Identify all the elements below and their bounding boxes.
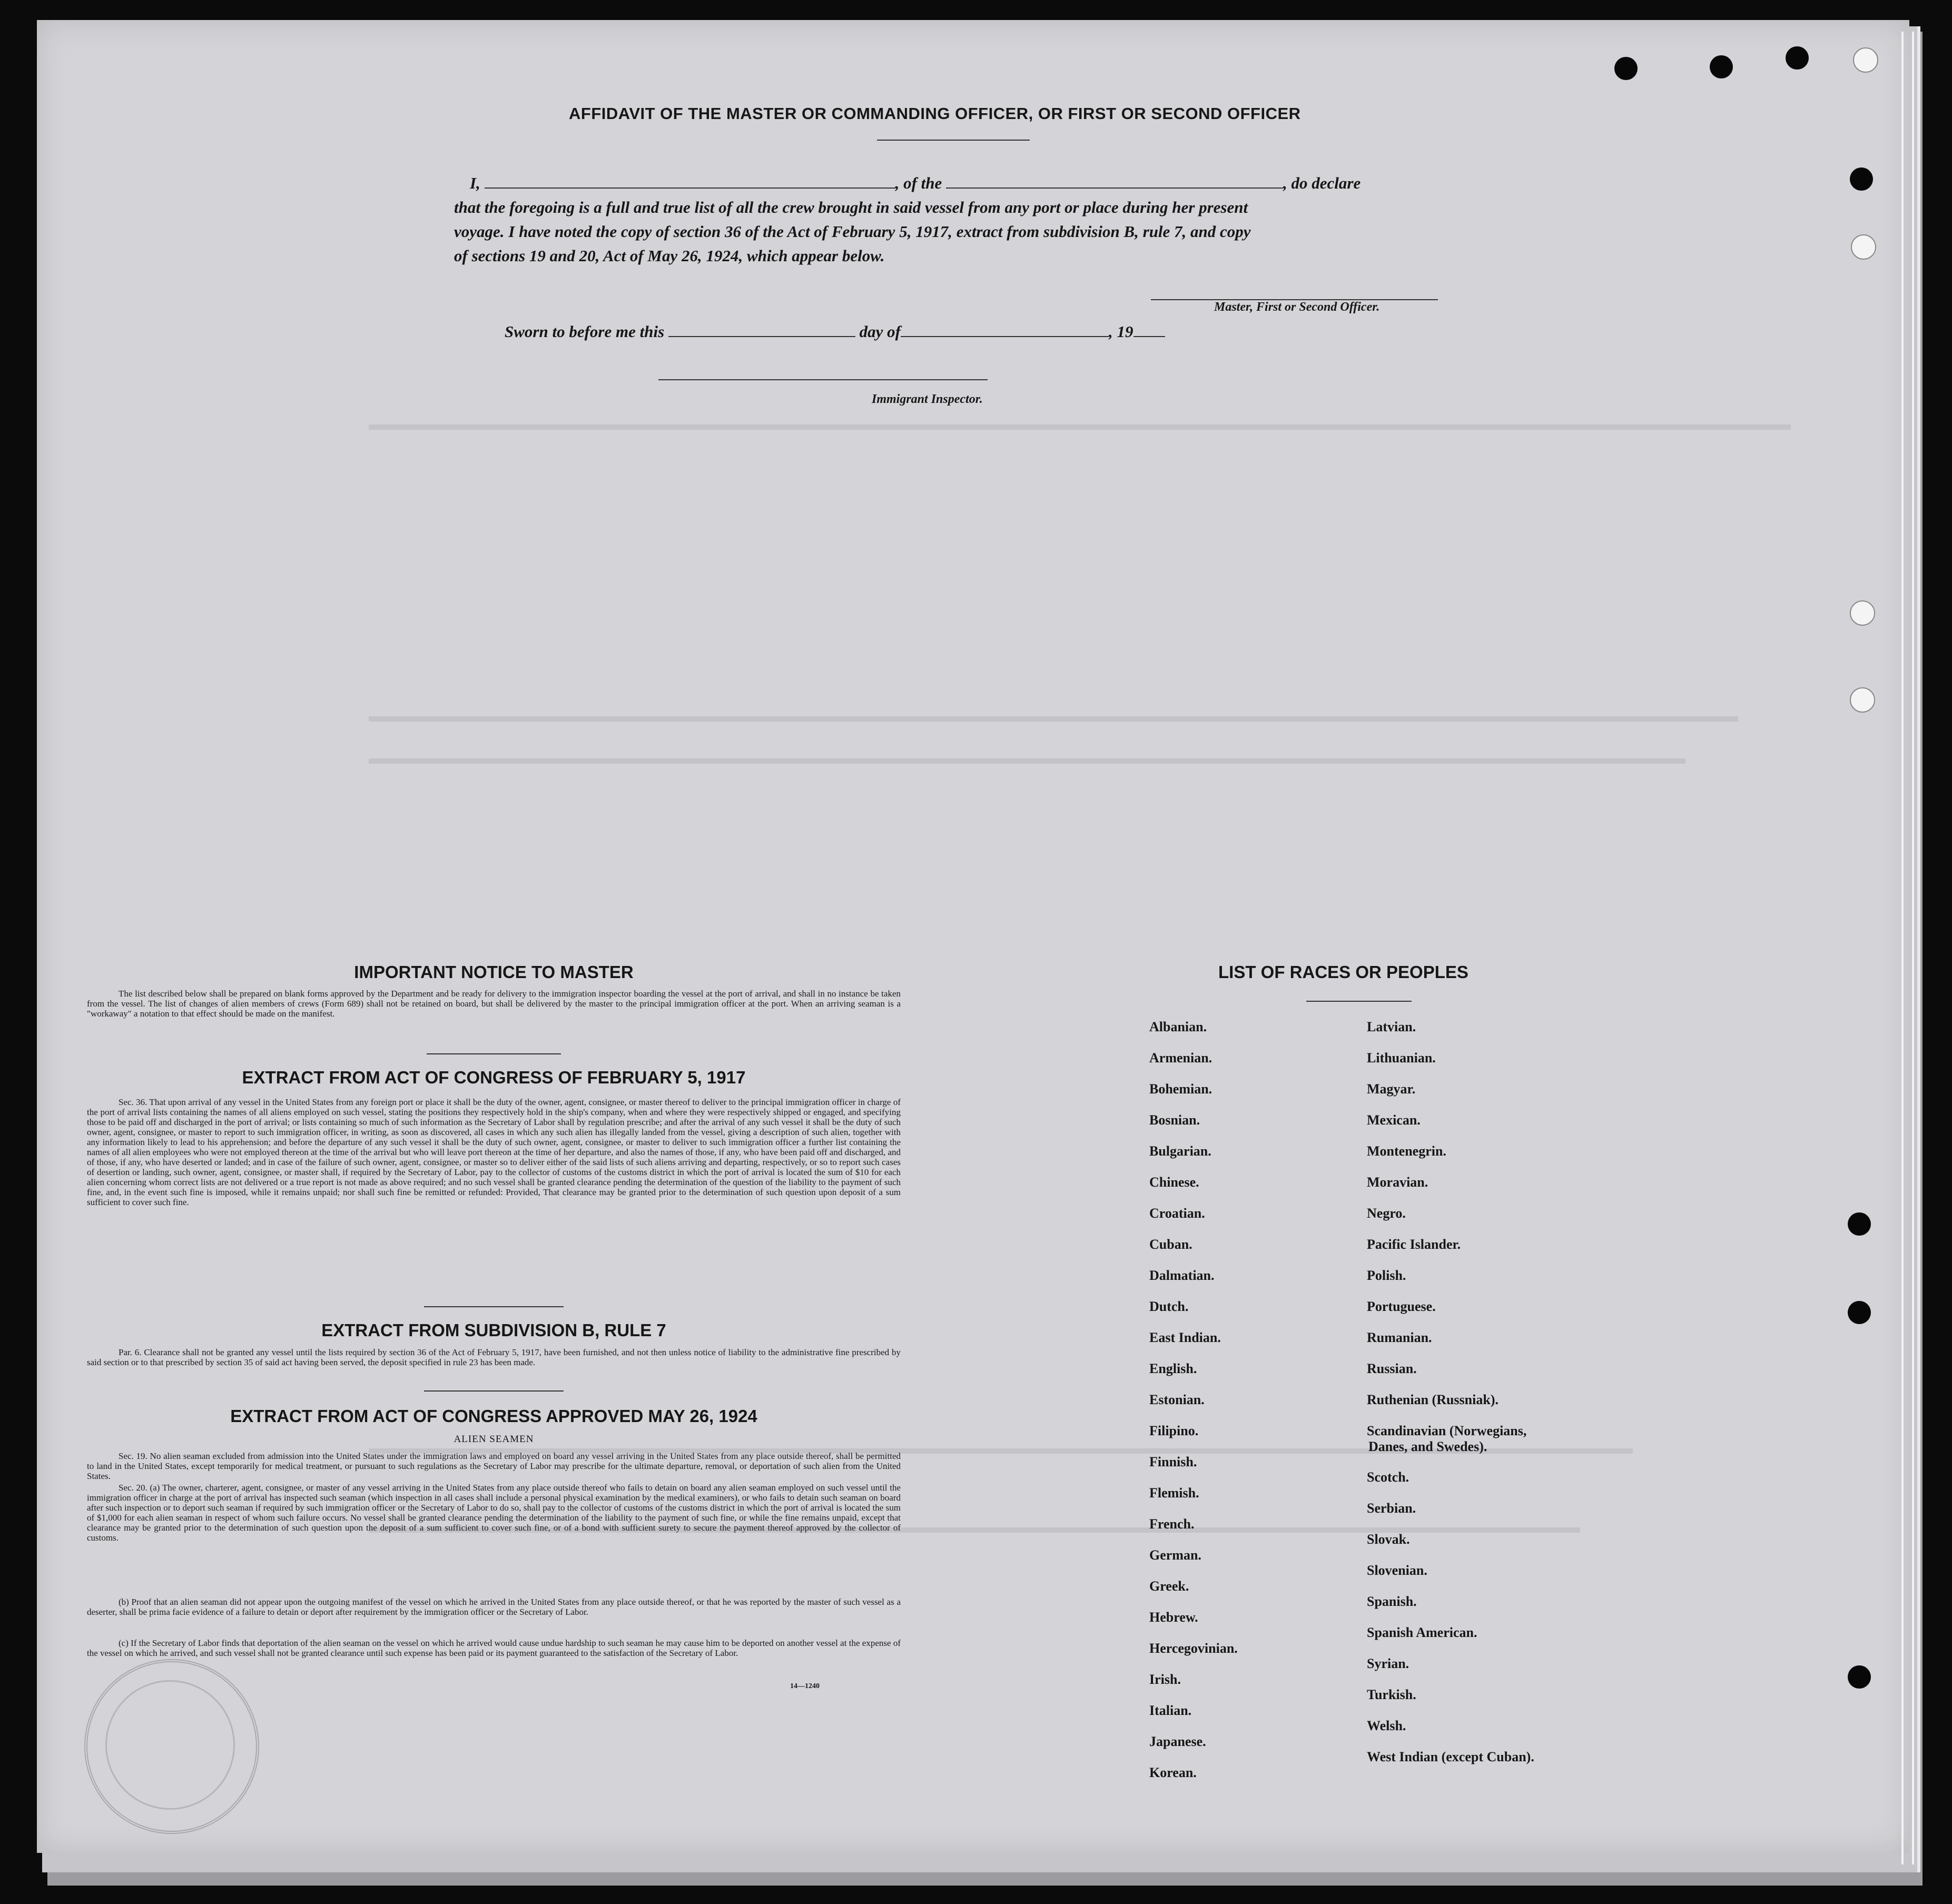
race-item: Moravian. bbox=[1367, 1175, 1428, 1190]
race-item: Korean. bbox=[1149, 1765, 1197, 1780]
race-item: Filipino. bbox=[1149, 1423, 1199, 1438]
race-item: West Indian (except Cuban). bbox=[1367, 1749, 1534, 1764]
race-item: East Indian. bbox=[1149, 1330, 1221, 1345]
race-item: Hercegovinian. bbox=[1149, 1641, 1238, 1656]
affidavit-line-1: I, , of the , do declare bbox=[470, 174, 1361, 192]
day-blank bbox=[668, 325, 855, 337]
race-item: Lithuanian. bbox=[1367, 1050, 1436, 1066]
notice-title: IMPORTANT NOTICE TO MASTER bbox=[354, 962, 634, 982]
race-item: Spanish American. bbox=[1367, 1625, 1477, 1640]
race-item: French. bbox=[1149, 1516, 1195, 1532]
race-item: Croatian. bbox=[1149, 1206, 1205, 1221]
punch-hole bbox=[1614, 57, 1638, 80]
document-page bbox=[37, 20, 1909, 1853]
punch-hole bbox=[1786, 46, 1809, 70]
extract-rule7-text: Par. 6. Clearance shall not be granted any vessel until the lists required by section 36 of the Act of February 5, 1917, have been furnished, and not then unless notice of liability to the administrative fine prescribed by said section or to that prescribed by section 35 of said act having been served, the deposit specified in rule 23 has been made. bbox=[87, 1347, 901, 1367]
race-item: Japanese. bbox=[1149, 1734, 1206, 1749]
race-item: Finnish. bbox=[1149, 1454, 1197, 1469]
bleed-through bbox=[369, 716, 1738, 722]
punch-hole bbox=[1853, 47, 1878, 73]
race-item: Montenegrin. bbox=[1367, 1143, 1446, 1159]
race-item: Magyar. bbox=[1367, 1081, 1416, 1097]
page-edge bbox=[1912, 32, 1914, 1864]
page-edge bbox=[1901, 32, 1904, 1864]
races-title: LIST OF RACES OR PEOPLES bbox=[1218, 962, 1468, 982]
race-item: Hebrew. bbox=[1149, 1610, 1198, 1625]
race-item: Irish. bbox=[1149, 1672, 1181, 1687]
race-item: Rumanian. bbox=[1367, 1330, 1432, 1345]
divider bbox=[424, 1390, 564, 1392]
punch-hole bbox=[1848, 1301, 1871, 1324]
race-item: Estonian. bbox=[1149, 1392, 1205, 1407]
race-item: Polish. bbox=[1367, 1268, 1406, 1283]
extract-1924-sec20a: Sec. 20. (a) The owner, charterer, agent, consignee, or master of any vessel arriving in the United States from any place outside thereof who fails to detain on board any alien seaman employed on such vessel until the immigration officer in charge at the port of arrival has inspected such seaman (which inspection in all cases shall include a personal physical examination by the medical examiners), or who fails to detain such seaman on board after such inspection or to deport such seaman if required by such immigration officer or the Secretary of Labor to do so, shall pay to the collector of customs of the customs district in which the port of arrival is located the sum of $1,000 for each alien seaman in respect of whom such failure occurs. No vessel shall be granted clearance pending the determination of the liability to the payment of such fine, or while the fine remains unpaid, except that clearance may be granted prior to the determination of such question upon the deposit of a sum sufficient to cover such fine, or of a bond with sufficient surety to secure the payment thereof approved by the collector of customs. bbox=[87, 1483, 901, 1543]
race-item: Chinese. bbox=[1149, 1175, 1199, 1190]
race-item: Bulgarian. bbox=[1149, 1143, 1211, 1159]
race-item: Welsh. bbox=[1367, 1718, 1406, 1733]
race-item: Serbian. bbox=[1367, 1501, 1416, 1516]
punch-hole bbox=[1850, 167, 1873, 191]
year-blank bbox=[1133, 325, 1165, 337]
notice-text: The list described below shall be prepared on blank forms approved by the Department and be ready for delivery to the immigration inspector boarding the vessel at the port of arrival, and shall in no instance be taken from the vessel. The list of changes of alien members of crews (Form 689) shall not be retained on board, but shall be delivered by the master to the principal immigration officer at the port. When an arriving seaman is a "workaway" a notation to that effect should be made on the manifest. bbox=[87, 989, 901, 1019]
sworn-line: Sworn to before me this day of , 19 bbox=[505, 322, 1165, 341]
bleed-through bbox=[369, 425, 1791, 430]
race-item: Italian. bbox=[1149, 1703, 1192, 1718]
extract-1917-text: Sec. 36. That upon arrival of any vessel in the United States from any foreign port or place it shall be the duty of the owner, agent, consignee, or master thereof to deliver to the principal immigration officer in charge of the port of arrival lists containing the names of all aliens employed on such vessel, stating the positions they respectively hold in the ship's company, when and where they were respectively shipped or engaged, and specifying those to be paid off and discharged in the port of arrival; or lists containing so much of such information as the Secretary of Labor shall by regulation prescribe; and after the arrival of any such vessel it shall be the duty of such owner, agent, consignee, or master to report to such immigration officer, in writing, as soon as discovered, all cases in which any such alien has illegally landed from the vessel, giving a description of such alien, together with any information likely to lead to his apprehension; and before the departure of any such vessel it shall be the duty of such owner, agent, consignee, or master to deliver to such immigration officer a further list containing the names of all alien employees who were not employed thereon at the time of the arrival but who will leave port thereon at the time of her departure, and also the names of those, if any, who have been paid off and discharged, and of those, if any, who have deserted or landed; and in case of the failure of such owner, agent, consignee, or master so to deliver either of the said lists of such aliens arriving and departing, respectively, or so to report such cases of desertion or landing, such owner, agent, consignee, or master shall, if required by the Secretary of Labor, pay to the collector of customs of the customs district in which the port of arrival is located the sum of $10 for each alien concerning whom correct lists are not delivered or a true report is not made as above required; and no such vessel shall be granted clearance pending the determination of the question of the liability to the payment of such fine, and, in the event such fine is imposed, while it remains unpaid; nor shall such fine be remitted or refunded: Provided, That clearance may be granted prior to the determination of such question upon deposit of a sum sufficient to cover such fine. bbox=[87, 1097, 901, 1207]
punch-hole bbox=[1850, 687, 1875, 713]
race-item: German. bbox=[1149, 1547, 1201, 1563]
divider bbox=[877, 140, 1030, 141]
inspector-signature-line bbox=[658, 379, 988, 380]
punch-hole bbox=[1848, 1665, 1871, 1689]
divider bbox=[427, 1053, 561, 1054]
vessel-blank bbox=[946, 177, 1283, 189]
race-item: Scandinavian (Norwegians, bbox=[1367, 1423, 1527, 1438]
punch-hole bbox=[1710, 55, 1733, 78]
bleed-through bbox=[369, 758, 1685, 764]
extract-1924-sec19: Sec. 19. No alien seaman excluded from admission into the United States under the immigration laws and employed on board any vessel arriving in the United States from any place outside thereof, shall be permitted to land in the United States, except temporarily for medical treatment, or pursuant to such regulations as the Secretary of Labor may prescribe for the ultimate departure, removal, or deportation of such alien from the United States. bbox=[87, 1451, 901, 1481]
punch-hole bbox=[1851, 234, 1876, 260]
faded-seal-stamp bbox=[105, 1680, 235, 1810]
race-item: Portuguese. bbox=[1367, 1299, 1436, 1314]
race-item: Turkish. bbox=[1367, 1687, 1416, 1702]
race-item: Scotch. bbox=[1367, 1469, 1409, 1485]
race-item: Dutch. bbox=[1149, 1299, 1189, 1314]
race-item: Spanish. bbox=[1367, 1594, 1417, 1609]
divider bbox=[1306, 1001, 1412, 1002]
race-item: Bohemian. bbox=[1149, 1081, 1212, 1097]
master-caption: Master, First or Second Officer. bbox=[1214, 300, 1380, 314]
race-item: Negro. bbox=[1367, 1206, 1406, 1221]
race-item: Pacific Islander. bbox=[1367, 1237, 1461, 1252]
race-item: Albanian. bbox=[1149, 1019, 1207, 1034]
affidavit-title: AFFIDAVIT OF THE MASTER OR COMMANDING OFFICER, OR FIRST OR SECOND OFFICER bbox=[569, 104, 1301, 123]
race-item: Slovak. bbox=[1367, 1532, 1410, 1547]
extract-1924-sec20b: (b) Proof that an alien seaman did not appear upon the outgoing manifest of the vessel on which he arrived in the United States from any place outside thereof, or that he was reported by the master of such vessel as a deserter, shall be prima facie evidence of a failure to detain or deport after requirement by the immigration officer or the Secretary of Labor. bbox=[87, 1597, 901, 1617]
race-item: English. bbox=[1149, 1361, 1197, 1376]
race-item: Mexican. bbox=[1367, 1112, 1421, 1128]
race-item: Danes, and Swedes). bbox=[1368, 1439, 1487, 1454]
race-item: Latvian. bbox=[1367, 1019, 1416, 1034]
name-blank bbox=[485, 177, 895, 189]
race-item: Russian. bbox=[1367, 1361, 1417, 1376]
race-item: Dalmatian. bbox=[1149, 1268, 1215, 1283]
extract-1917-title: EXTRACT FROM ACT OF CONGRESS OF FEBRUARY 5, 1917 bbox=[242, 1068, 746, 1087]
extract-1924-sec20c: (c) If the Secretary of Labor finds that deportation of the alien seaman on the vessel on which he arrived would cause undue hardship to such seaman he may cause him to be deported on another vessel at the expense of the vessel on which he arrived, and such vessel shall not be granted clearance until such expense has been paid or its payment guaranteed to the satisfaction of the Secretary of Labor. bbox=[87, 1638, 901, 1658]
race-item: Bosnian. bbox=[1149, 1112, 1200, 1128]
race-item: Greek. bbox=[1149, 1579, 1189, 1594]
extract-1924-title: EXTRACT FROM ACT OF CONGRESS APPROVED MAY 26, 1924 bbox=[230, 1406, 757, 1426]
affidavit-body: I, , of the , do declare that the foregoing is a full and true list of all the crew brought in said vessel from any port or place during her present voyage. I have noted the copy of section 36 of the Act of February 5, 1917, extract from subdivision B, rule 7, and copy of sections 19 and 20, Act of May 26, 1924, which appear below. bbox=[454, 171, 1510, 268]
race-item: Armenian. bbox=[1149, 1050, 1212, 1066]
extract-1924-subtitle: ALIEN SEAMEN bbox=[454, 1434, 534, 1445]
punch-hole bbox=[1848, 1212, 1871, 1236]
race-item: Syrian. bbox=[1367, 1656, 1409, 1671]
month-blank bbox=[901, 325, 1109, 337]
race-item: Cuban. bbox=[1149, 1237, 1192, 1252]
race-item: Slovenian. bbox=[1367, 1563, 1427, 1578]
extract-rule7-title: EXTRACT FROM SUBDIVISION B, RULE 7 bbox=[321, 1320, 666, 1340]
form-number: 14—1240 bbox=[790, 1682, 820, 1690]
race-item: Flemish. bbox=[1149, 1485, 1199, 1501]
divider bbox=[424, 1306, 564, 1307]
inspector-caption: Immigrant Inspector. bbox=[872, 392, 983, 406]
race-item: Ruthenian (Russniak). bbox=[1367, 1392, 1498, 1407]
punch-hole bbox=[1850, 600, 1875, 626]
